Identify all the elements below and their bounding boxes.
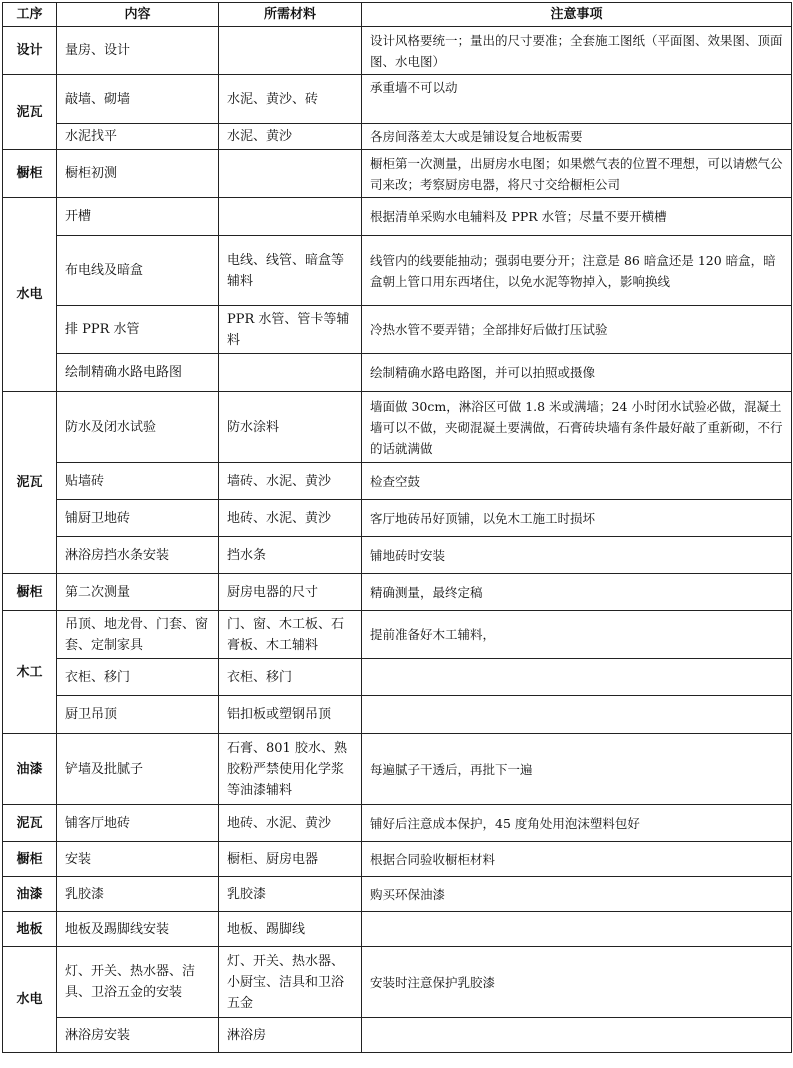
content-cell: 安装 bbox=[57, 842, 219, 877]
materials-cell: 地砖、水泥、黄沙 bbox=[219, 500, 362, 537]
table-row bbox=[3, 537, 792, 574]
materials-cell: 水泥、黄沙 bbox=[219, 124, 362, 150]
materials-cell: 地板、踢脚线 bbox=[219, 912, 362, 947]
table-row bbox=[3, 463, 792, 500]
materials-cell: 防水涂料 bbox=[219, 392, 362, 463]
notes-cell: 冷热水管不要弄错；全部排好后做打压试验 bbox=[362, 306, 792, 354]
content-cell: 第二次测量 bbox=[57, 574, 219, 611]
notes-cell: 根据清单采购水电辅料及 PPR 水管；尽量不要开横槽 bbox=[362, 198, 792, 236]
table-row bbox=[3, 150, 792, 198]
stage-cell: 泥瓦 bbox=[3, 75, 57, 150]
table-row bbox=[3, 842, 792, 877]
table-row bbox=[3, 354, 792, 392]
notes-cell: 客厅地砖吊好顶铺，以免木工施工时损坏 bbox=[362, 500, 792, 537]
notes-cell: 线管内的线要能抽动；强弱电要分开；注意是 86 暗盒还是 120 暗盒，暗盒朝上管口用东西堵住，以免水泥等物掉入，影响换线 bbox=[362, 236, 792, 306]
notes-cell: 购买环保油漆 bbox=[362, 877, 792, 912]
stage-cell: 橱柜 bbox=[3, 574, 57, 611]
renovation-process-table bbox=[2, 2, 792, 1053]
notes-cell bbox=[362, 696, 792, 734]
materials-cell: PPR 水管、管卡等辅料 bbox=[219, 306, 362, 354]
content-cell: 贴墙砖 bbox=[57, 463, 219, 500]
stage-cell: 水电 bbox=[3, 198, 57, 392]
table-row bbox=[3, 198, 792, 236]
content-cell: 铲墙及批腻子 bbox=[57, 734, 219, 805]
materials-cell bbox=[219, 354, 362, 392]
content-cell: 灯、开关、热水器、洁具、卫浴五金的安装 bbox=[57, 947, 219, 1018]
notes-cell: 安装时注意保护乳胶漆 bbox=[362, 947, 792, 1018]
notes-cell: 铺地砖时安装 bbox=[362, 537, 792, 574]
content-cell: 防水及闭水试验 bbox=[57, 392, 219, 463]
notes-cell bbox=[362, 1018, 792, 1053]
notes-cell: 各房间落差太大或是铺设复合地板需要 bbox=[362, 124, 792, 150]
materials-cell: 地砖、水泥、黄沙 bbox=[219, 805, 362, 842]
stage-cell: 设计 bbox=[3, 27, 57, 75]
content-cell: 衣柜、移门 bbox=[57, 659, 219, 696]
materials-cell: 乳胶漆 bbox=[219, 877, 362, 912]
table-row bbox=[3, 912, 792, 947]
stage-cell: 泥瓦 bbox=[3, 805, 57, 842]
notes-cell: 承重墙不可以动 bbox=[362, 75, 792, 124]
stage-cell: 水电 bbox=[3, 947, 57, 1053]
content-cell: 敲墙、砌墙 bbox=[57, 75, 219, 124]
header-notes: 注意事项 bbox=[362, 3, 792, 27]
materials-cell: 衣柜、移门 bbox=[219, 659, 362, 696]
materials-cell: 墙砖、水泥、黄沙 bbox=[219, 463, 362, 500]
header-materials: 所需材料 bbox=[219, 3, 362, 27]
content-cell: 开槽 bbox=[57, 198, 219, 236]
table-row bbox=[3, 574, 792, 611]
stage-cell: 橱柜 bbox=[3, 842, 57, 877]
content-cell: 吊顶、地龙骨、门套、窗套、定制家具 bbox=[57, 611, 219, 659]
content-cell: 厨卫吊顶 bbox=[57, 696, 219, 734]
stage-cell: 油漆 bbox=[3, 734, 57, 805]
table-row bbox=[3, 947, 792, 1018]
notes-cell: 绘制精确水路电路图，并可以拍照或摄像 bbox=[362, 354, 792, 392]
table-row bbox=[3, 236, 792, 306]
content-cell: 铺客厅地砖 bbox=[57, 805, 219, 842]
table-row bbox=[3, 124, 792, 150]
content-cell: 淋浴房安装 bbox=[57, 1018, 219, 1053]
table-row bbox=[3, 805, 792, 842]
content-cell: 水泥找平 bbox=[57, 124, 219, 150]
content-cell: 橱柜初测 bbox=[57, 150, 219, 198]
notes-cell: 墙面做 30cm，淋浴区可做 1.8 米或满墙；24 小时闭水试验必做，混凝土墙可以不做，夹砌混凝土要满做，石膏砖块墙有条件最好敲了重新砌，不行的话就满做 bbox=[362, 392, 792, 463]
content-cell: 铺厨卫地砖 bbox=[57, 500, 219, 537]
table-row bbox=[3, 75, 792, 124]
header-content: 内容 bbox=[57, 3, 219, 27]
materials-cell: 橱柜、厨房电器 bbox=[219, 842, 362, 877]
materials-cell: 石膏、801 胶水、熟胶粉严禁使用化学浆等油漆辅料 bbox=[219, 734, 362, 805]
notes-cell: 铺好后注意成本保护，45 度角处用泡沫塑料包好 bbox=[362, 805, 792, 842]
materials-cell: 淋浴房 bbox=[219, 1018, 362, 1053]
materials-cell: 灯、开关、热水器、小厨宝、洁具和卫浴五金 bbox=[219, 947, 362, 1018]
notes-cell: 根据合同验收橱柜材料 bbox=[362, 842, 792, 877]
notes-cell: 设计风格要统一；量出的尺寸要准；全套施工图纸（平面图、效果图、顶面图、水电图） bbox=[362, 27, 792, 75]
table-row bbox=[3, 306, 792, 354]
materials-cell: 电线、线管、暗盒等辅料 bbox=[219, 236, 362, 306]
materials-cell: 铝扣板或塑钢吊顶 bbox=[219, 696, 362, 734]
notes-cell bbox=[362, 912, 792, 947]
table-row bbox=[3, 659, 792, 696]
table-row bbox=[3, 392, 792, 463]
materials-cell: 挡水条 bbox=[219, 537, 362, 574]
content-cell: 地板及踢脚线安装 bbox=[57, 912, 219, 947]
stage-cell: 木工 bbox=[3, 611, 57, 734]
notes-cell: 检查空鼓 bbox=[362, 463, 792, 500]
stage-cell: 油漆 bbox=[3, 877, 57, 912]
content-cell: 量房、设计 bbox=[57, 27, 219, 75]
table-row bbox=[3, 696, 792, 734]
header-stage: 工序 bbox=[3, 3, 57, 27]
table-row bbox=[3, 734, 792, 805]
table-row bbox=[3, 877, 792, 912]
notes-cell: 提前准备好木工辅料， bbox=[362, 611, 792, 659]
materials-cell bbox=[219, 198, 362, 236]
stage-cell: 泥瓦 bbox=[3, 392, 57, 574]
notes-cell: 每遍腻子干透后，再批下一遍 bbox=[362, 734, 792, 805]
notes-cell bbox=[362, 659, 792, 696]
table-row bbox=[3, 27, 792, 75]
content-cell: 乳胶漆 bbox=[57, 877, 219, 912]
notes-cell: 精确测量，最终定稿 bbox=[362, 574, 792, 611]
table-row bbox=[3, 611, 792, 659]
materials-cell bbox=[219, 27, 362, 75]
materials-cell bbox=[219, 150, 362, 198]
materials-cell: 水泥、黄沙、砖 bbox=[219, 75, 362, 124]
content-cell: 淋浴房挡水条安装 bbox=[57, 537, 219, 574]
content-cell: 布电线及暗盒 bbox=[57, 236, 219, 306]
stage-cell: 地板 bbox=[3, 912, 57, 947]
materials-cell: 厨房电器的尺寸 bbox=[219, 574, 362, 611]
table-row bbox=[3, 1018, 792, 1053]
materials-cell: 门、窗、木工板、石膏板、木工辅料 bbox=[219, 611, 362, 659]
table-row bbox=[3, 500, 792, 537]
stage-cell: 橱柜 bbox=[3, 150, 57, 198]
header-row bbox=[3, 3, 792, 27]
content-cell: 排 PPR 水管 bbox=[57, 306, 219, 354]
notes-cell: 橱柜第一次测量，出厨房水电图；如果燃气表的位置不理想，可以请燃气公司来改；考察厨房电器，将尺寸交给橱柜公司 bbox=[362, 150, 792, 198]
content-cell: 绘制精确水路电路图 bbox=[57, 354, 219, 392]
